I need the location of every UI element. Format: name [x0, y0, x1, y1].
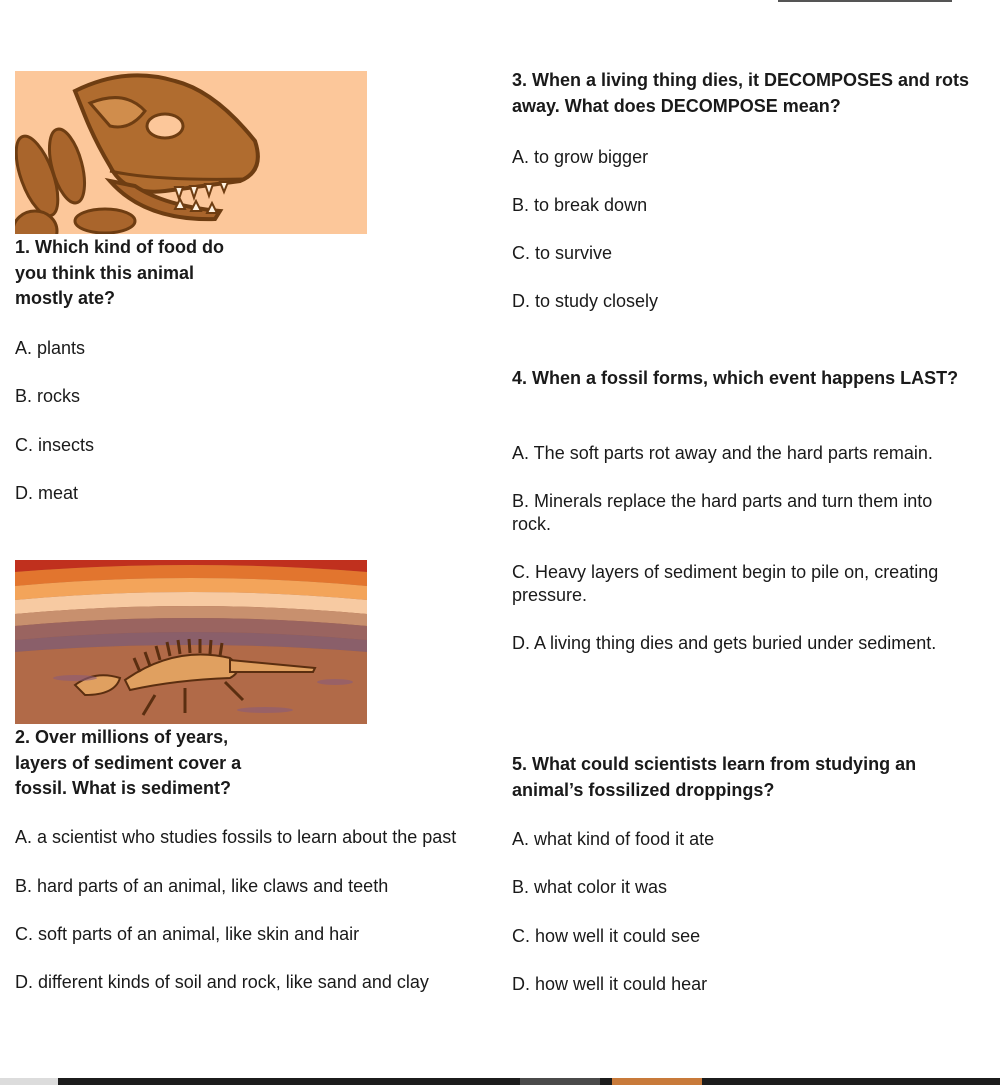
answer-option[interactable]: C. soft parts of an animal, like skin and hair	[15, 924, 360, 944]
question-5-text: 5. What could scientists learn from studying an animal’s fossilized droppings?	[512, 754, 917, 800]
answer-option[interactable]: C. Heavy layers of sediment begin to pile on, creating pressure.	[512, 562, 939, 605]
question-3-text: 3. When a living thing dies, it DECOMPOSES and rots away. What does DECOMPOSE mean?	[512, 70, 970, 116]
question-4-text: 4. When a fossil forms, which event happens LAST?	[512, 368, 959, 388]
answer-option[interactable]: D. different kinds of soil and rock, like sand and clay	[15, 972, 429, 992]
top-rule	[778, 0, 952, 2]
question-1-options	[15, 337, 485, 505]
question-1	[15, 235, 255, 312]
answer-option[interactable]: A. a scientist who studies fossils to learn about the past	[15, 827, 457, 847]
answer-option[interactable]: D. to study closely	[512, 291, 659, 311]
question-4-options	[512, 442, 962, 655]
question-1-text: 1. Which kind of food do you think this animal mostly ate?	[15, 237, 224, 308]
answer-option[interactable]: B. what color it was	[512, 877, 668, 897]
answer-option[interactable]: D. how well it could hear	[512, 974, 708, 994]
question-2-text: 2. Over millions of years, layers of sediment cover a fossil. What is sediment?	[15, 727, 242, 798]
answer-option[interactable]: C. how well it could see	[512, 926, 701, 946]
answer-option[interactable]: B. rocks	[15, 386, 81, 406]
answer-option[interactable]: B. to break down	[512, 195, 648, 215]
answer-option[interactable]: A. plants	[15, 338, 86, 358]
answer-option[interactable]: C. insects	[15, 435, 95, 455]
answer-option[interactable]: B. hard parts of an animal, like claws and teeth	[15, 876, 389, 896]
question-5	[512, 752, 982, 803]
answer-option[interactable]: D. meat	[15, 483, 79, 503]
answer-option[interactable]: C. to survive	[512, 243, 613, 263]
question-3	[512, 68, 992, 119]
answer-option[interactable]: B. Minerals replace the hard parts and turn them into rock.	[512, 491, 933, 534]
answer-option[interactable]: D. A living thing dies and gets buried under sediment.	[512, 633, 937, 653]
dinosaur-skull-illustration	[15, 71, 367, 234]
question-2	[15, 725, 285, 802]
answer-option[interactable]: A. to grow bigger	[512, 147, 649, 167]
toolbar-segment	[0, 1078, 58, 1085]
question-4	[512, 366, 962, 392]
question-3-options	[512, 146, 992, 313]
answer-option[interactable]: A. what kind of food it ate	[512, 829, 715, 849]
toolbar-segment	[520, 1078, 600, 1085]
toolbar-segment	[612, 1078, 702, 1085]
answer-option[interactable]: A. The soft parts rot away and the hard parts remain.	[512, 443, 933, 463]
bottom-toolbar-strip	[0, 1078, 1000, 1085]
question-2-options	[15, 826, 485, 994]
question-5-options	[512, 828, 992, 996]
sediment-layers-illustration	[15, 560, 367, 724]
